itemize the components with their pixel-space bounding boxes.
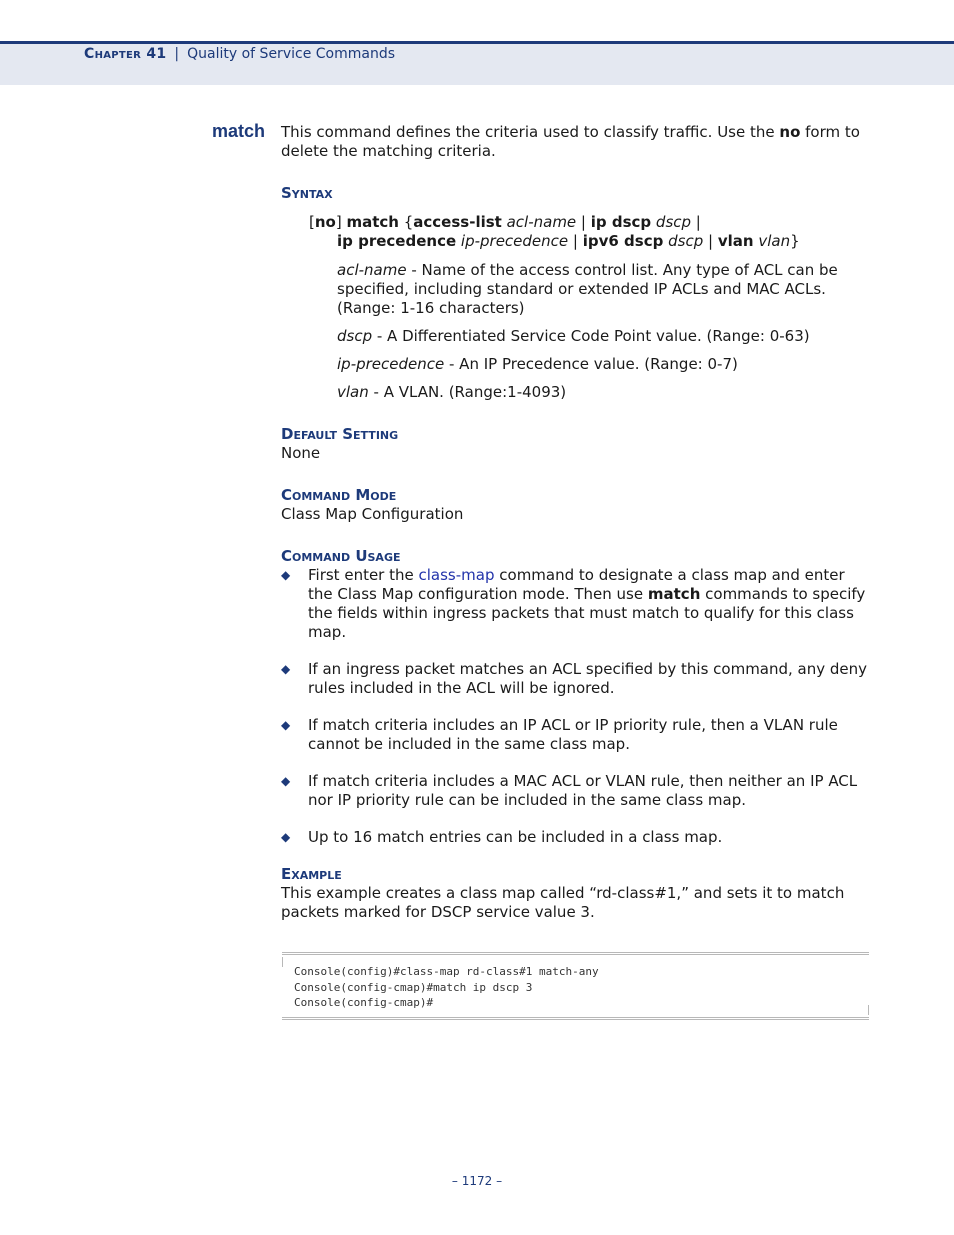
syntax-line-1 [309,213,871,232]
chapter-label: Chapter 41 [84,46,167,62]
syntax-keyword: vlan [717,232,754,250]
syntax-keyword: ip dscp [590,213,652,231]
intro-text-end: form to delete the matching criteria. [281,123,860,160]
syntax-token: | [568,232,583,250]
command-usage-heading: Command Usage [281,547,401,565]
param-desc: - A VLAN. (Range:1-4093) [368,383,567,401]
param-name: acl-name [337,261,407,279]
diamond-bullet-icon: ◆ [281,830,291,844]
syntax-block [309,213,871,251]
syntax-keyword: ipv6 dscp [582,232,664,250]
list-item [281,772,871,810]
param-name: vlan [337,383,369,401]
intro-text: This command defines the criteria used to classify traffic. Use the [281,123,780,141]
command-name: match [212,121,266,141]
diamond-bullet-icon: ◆ [281,568,291,582]
syntax-keyword: ip precedence [337,232,457,250]
command-intro [281,123,871,161]
header-separator: | [174,46,180,62]
usage-text: Up to 16 match entries can be included in a class map. [308,828,723,846]
code-example [282,952,869,1020]
code-lines [282,964,599,1011]
syntax-keyword: no [314,213,336,231]
syntax-token: { [398,213,414,231]
syntax-arg: dscp [651,213,692,231]
diamond-bullet-icon: ◆ [281,662,291,676]
list-item [281,566,871,642]
list-item [281,716,871,754]
param-desc: - A Differentiated Service Code Point value. (Range: 0-63) [372,327,810,345]
syntax-line-2 [309,232,871,251]
syntax-heading: Syntax [281,184,333,202]
param-dscp [337,327,871,346]
command-body [281,123,871,922]
usage-text: First enter the [308,566,419,584]
section-title: Quality of Service Commands [187,46,396,62]
intro-bold: no [779,123,801,141]
syntax-token: | [703,232,718,250]
syntax-token: } [790,232,800,250]
diamond-bullet-icon: ◆ [281,718,291,732]
usage-text: If an ingress packet matches an ACL specified by this command, any deny rules included in the ACL will be ignored. [308,660,868,697]
param-ip-precedence [337,355,871,374]
usage-bold: match [647,585,701,603]
syntax-arg: dscp [663,232,704,250]
example-text: This example creates a class map called “rd-class#1,” and sets it to match packets marked for DSCP service value 3. [281,884,845,921]
syntax-keyword: match [346,213,399,231]
code-line: Console(config)#class-map rd-class#1 match-any [294,965,599,978]
command-mode-heading: Command Mode [281,486,397,504]
param-name: dscp [337,327,373,345]
example-heading: Example [281,865,342,883]
command-mode-value: Class Map Configuration [281,505,464,523]
param-name: ip-precedence [337,355,445,373]
usage-text: command to designate a class map and enter the Class Map configuration mode. Then use [308,566,845,603]
usage-text: commands to specify the fields within ingress packets that must match to qualify for this class map. [308,585,866,641]
usage-text: If match criteria includes an IP ACL or IP priority rule, then a VLAN rule cannot be included in the same class map. [308,716,838,753]
page-number: – 1172 – [451,1174,503,1188]
syntax-token: [ [309,213,315,231]
usage-list [281,566,871,847]
code-line: Console(config-cmap)#match ip dscp 3 [294,980,533,994]
syntax-token: ] [335,213,347,231]
syntax-arg: vlan [753,232,791,250]
list-item [281,660,871,698]
diamond-bullet-icon: ◆ [281,774,291,788]
code-line: Console(config-cmap)# [294,996,434,1009]
list-item [281,828,871,847]
syntax-token: | [691,213,701,231]
syntax-arg: acl-name [501,213,577,231]
param-vlan [337,383,871,402]
param-desc: - An IP Precedence value. (Range: 0-7) [444,355,738,373]
syntax-token: | [576,213,591,231]
param-acl-name [337,261,871,318]
class-map-link[interactable]: class-map [418,566,495,584]
syntax-arg: ip-precedence [456,232,569,250]
running-header [84,46,395,62]
usage-text: If match criteria includes a MAC ACL or VLAN rule, then neither an IP ACL nor IP priority rule can be included in the same class map. [308,772,858,809]
default-setting-value: None [281,444,321,462]
default-setting-heading: Default Setting [281,425,399,443]
param-desc: - Name of the access control list. Any type of ACL can be specified, including standard or extended IP ACLs and MAC ACLs. (Range: 1-16 characters) [337,261,838,317]
syntax-keyword: access-list [413,213,502,231]
